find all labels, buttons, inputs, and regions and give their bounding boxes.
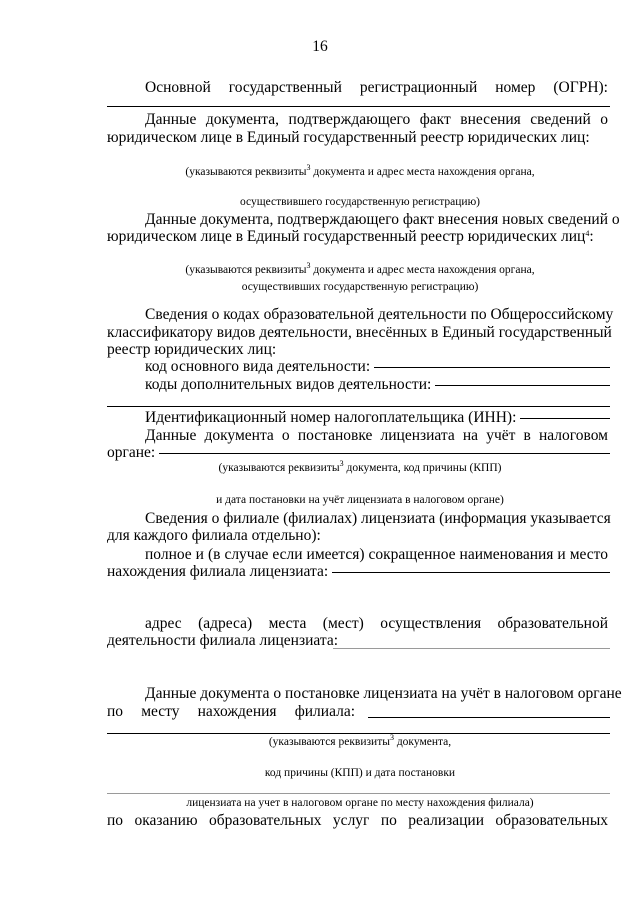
branch-tax-field-2[interactable] bbox=[107, 733, 610, 734]
tax-reg-field[interactable] bbox=[159, 452, 610, 454]
tax-reg-hint: (указываются реквизиты$^3$ документа, код причины (КПП) bbox=[218, 459, 502, 474]
extra-codes-field[interactable] bbox=[435, 384, 610, 386]
branch-address-label: деятельности филиала лицензиата: bbox=[107, 632, 339, 649]
ogrn-field[interactable] bbox=[107, 106, 610, 107]
branch-tax-hint-3: лицензиата на учет в налоговом органе по месту нахождения филиала) bbox=[186, 797, 534, 809]
inn-row bbox=[145, 409, 610, 427]
branch-name-field[interactable] bbox=[332, 571, 610, 573]
egrul-2-line1: Данные документа, подтверждающего факт внесения новых сведений о bbox=[145, 211, 620, 228]
tax-reg-hint-2: и дата постановки на учёт лицензиата в налоговом органе) bbox=[216, 494, 504, 506]
branch-address-line1: адрес (адреса) места (мест) осуществления образовательной bbox=[145, 615, 608, 632]
main-code-row bbox=[145, 358, 610, 376]
okved-line1: Сведения о кодах образовательной деятельности по Общероссийскому bbox=[145, 306, 614, 323]
branch-name-row bbox=[107, 563, 610, 581]
egrul-1-hint: (указываются реквизиты$^3$ документа и адрес места нахождения органа, bbox=[185, 163, 535, 178]
branches-line1: Сведения о филиале (филиалах) лицензиата (информация указывается bbox=[145, 510, 611, 527]
egrul-2-hint: (указываются реквизиты$^3$ документа и адрес места нахождения органа, bbox=[185, 261, 535, 276]
main-code-field[interactable] bbox=[374, 366, 610, 368]
branch-tax-field[interactable] bbox=[368, 717, 610, 718]
extra-codes-row bbox=[145, 376, 610, 394]
egrul-1-line2: юридическом лице в Единый государственный реестр юридических лиц: bbox=[107, 129, 590, 146]
egrul-1-hint-2: осуществившего государственную регистрацию) bbox=[240, 196, 480, 208]
branch-name-line1: полное и (в случае если имеется) сокращенное наименования и место bbox=[145, 546, 608, 563]
services-line: по оказанию образовательных услуг по реализации образовательных bbox=[107, 812, 608, 829]
egrul-1-line1: Данные документа, подтверждающего факт внесения сведений о bbox=[145, 111, 608, 128]
tax-reg-row bbox=[107, 444, 610, 462]
tax-reg-label: органе: bbox=[107, 444, 156, 461]
branch-tax-label: по месту нахождения филиала: bbox=[107, 703, 355, 720]
tax-reg-line1: Данные документа о постановке лицензиата на учёт в налоговом bbox=[145, 427, 608, 444]
extra-codes-label: коды дополнительных видов деятельности: bbox=[145, 376, 432, 393]
extra-codes-field-2[interactable] bbox=[107, 406, 610, 407]
branch-tax-hint: (указываются реквизиты$^3$ документа, bbox=[268, 733, 452, 748]
inn-field[interactable] bbox=[520, 417, 610, 419]
main-code-label: код основного вида деятельности: bbox=[145, 358, 371, 375]
branch-tax-field-3[interactable] bbox=[107, 793, 610, 794]
branch-address-field[interactable] bbox=[333, 648, 610, 649]
branches-line2: для каждого филиала отдельно): bbox=[107, 527, 321, 544]
egrul-2-hint-2: осуществивших государственную регистрацию) bbox=[241, 281, 479, 293]
okved-line3: реестр юридических лиц: bbox=[107, 341, 277, 358]
branch-name-label: нахождения филиала лицензиата: bbox=[107, 563, 329, 580]
egrul-2-line2: юридическом лице в Единый государственный реестр юридических лиц$^4$: bbox=[107, 228, 594, 245]
ogrn-label: Основной государственный регистрационный номер (ОГРН): bbox=[145, 79, 608, 96]
branch-tax-line1: Данные документа о постановке лицензиата на учёт в налоговом органе bbox=[145, 685, 622, 702]
page-number: 16 bbox=[312, 38, 328, 55]
inn-label: Идентификационный номер налогоплательщика (ИНН): bbox=[145, 409, 517, 426]
okved-line2: классификатору видов деятельности, внесённых в Единый государственный bbox=[107, 324, 612, 341]
branch-tax-hint-2: код причины (КПП) и дата постановки bbox=[264, 767, 456, 779]
